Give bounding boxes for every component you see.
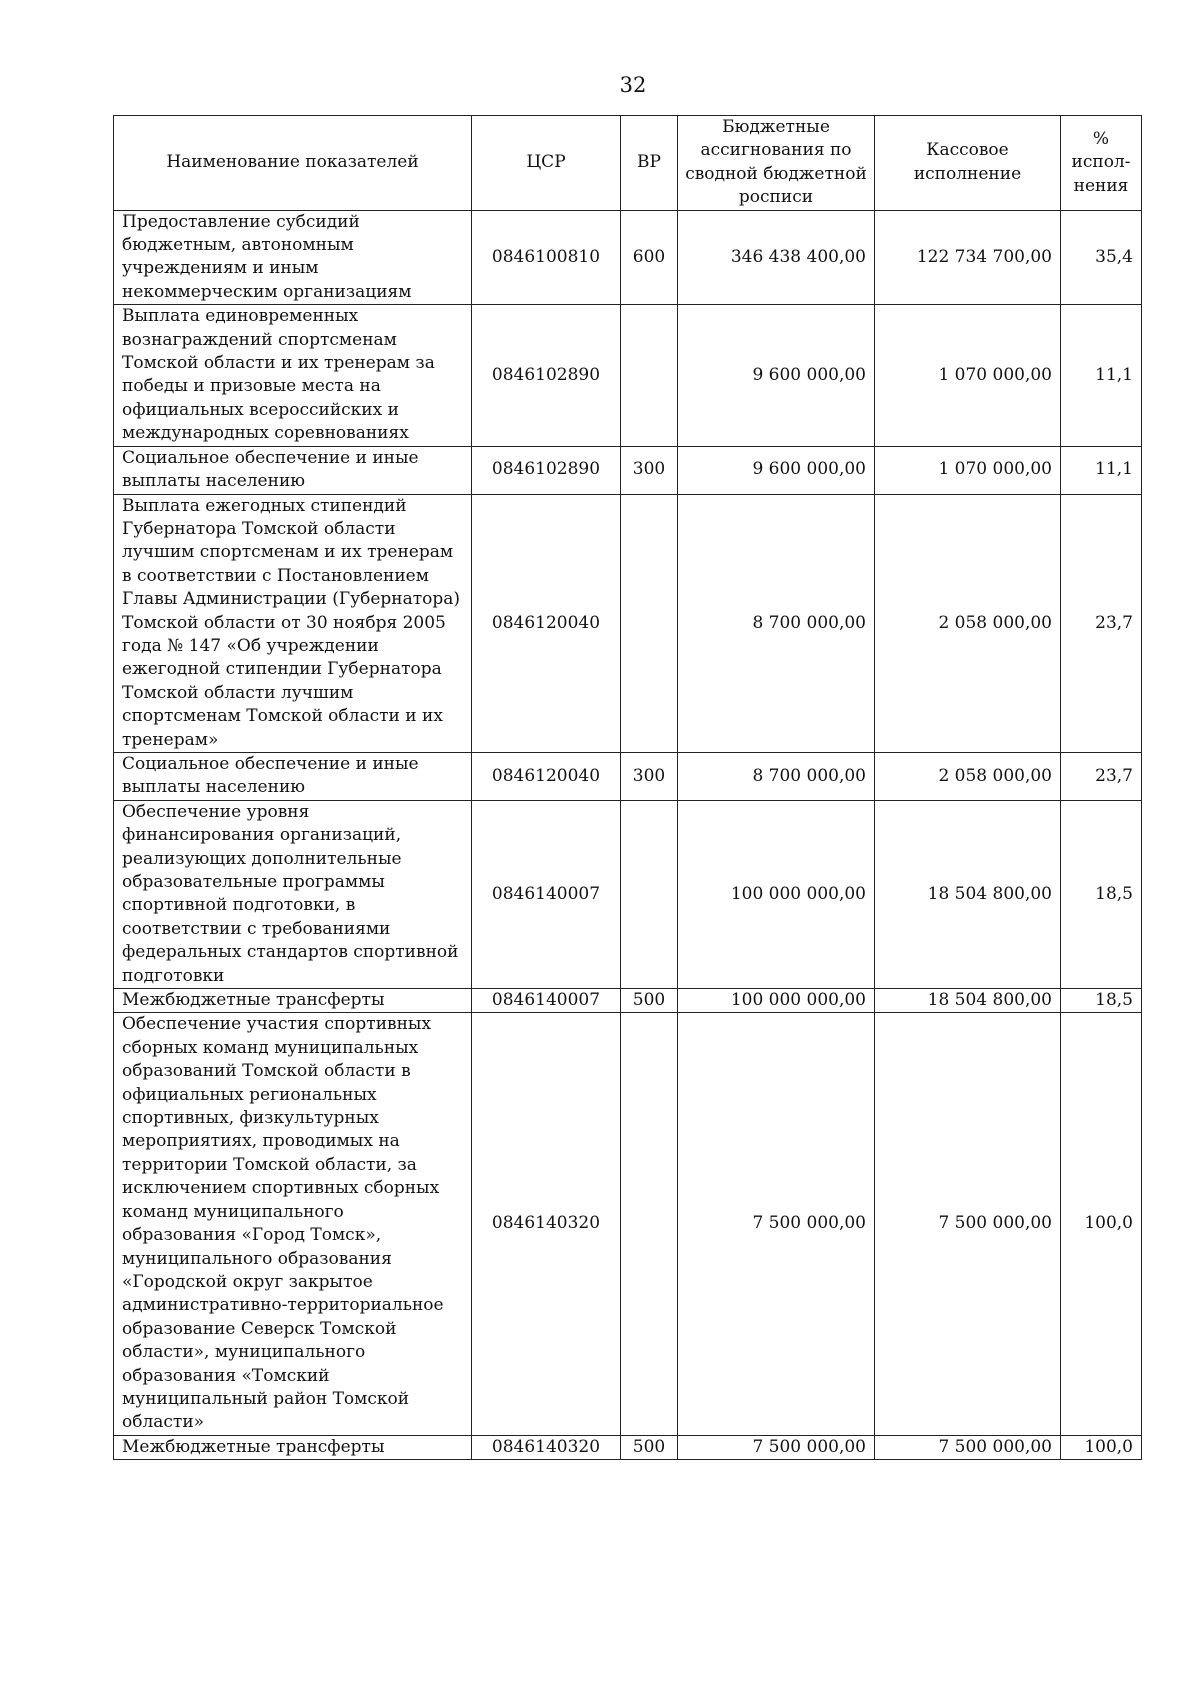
row-csr: 0846140007 bbox=[472, 989, 621, 1013]
table-row bbox=[114, 800, 1142, 988]
row-vr bbox=[621, 800, 678, 988]
row-cash: 18 504 800,00 bbox=[875, 800, 1061, 988]
table-row bbox=[114, 210, 1142, 305]
row-csr: 0846100810 bbox=[472, 210, 621, 305]
row-vr: 300 bbox=[621, 752, 678, 800]
table-row bbox=[114, 446, 1142, 494]
row-vr: 600 bbox=[621, 210, 678, 305]
row-budget: 7 500 000,00 bbox=[678, 1435, 875, 1459]
page-number: 32 bbox=[619, 73, 647, 97]
row-csr: 0846140320 bbox=[472, 1013, 621, 1435]
table-row bbox=[114, 494, 1142, 752]
table-row bbox=[114, 989, 1142, 1013]
row-csr: 0846140320 bbox=[472, 1435, 621, 1459]
row-vr bbox=[621, 494, 678, 752]
budget-table bbox=[113, 115, 1142, 1460]
row-percent: 23,7 bbox=[1061, 752, 1142, 800]
row-cash: 18 504 800,00 bbox=[875, 989, 1061, 1013]
row-percent: 23,7 bbox=[1061, 494, 1142, 752]
row-name: Социальное обеспечение и иные выплаты населению bbox=[114, 752, 472, 800]
row-name: Межбюджетные трансферты bbox=[114, 989, 472, 1013]
header-vr: ВР bbox=[621, 116, 678, 211]
row-budget: 9 600 000,00 bbox=[678, 305, 875, 446]
row-csr: 0846120040 bbox=[472, 494, 621, 752]
row-cash: 7 500 000,00 bbox=[875, 1435, 1061, 1459]
row-percent: 11,1 bbox=[1061, 446, 1142, 494]
row-name: Выплата ежегодных стипендий Губернатора Томской области лучшим спортсменам и их тренерам в соответствии с Постановлением Главы Администрации (Губернатора) Томской области от 30 ноября 2005 года № 147 «Об учреждении ежегодной стипендии Губернатора Томской области лучшим спортсменам Томской области и их тренерам» bbox=[114, 494, 472, 752]
row-csr: 0846102890 bbox=[472, 446, 621, 494]
row-cash: 2 058 000,00 bbox=[875, 752, 1061, 800]
row-name: Предоставление субсидий бюджетным, автономным учреждениям и иным некоммерческим организациям bbox=[114, 210, 472, 305]
row-percent: 100,0 bbox=[1061, 1435, 1142, 1459]
row-budget: 100 000 000,00 bbox=[678, 989, 875, 1013]
table-header-row bbox=[114, 116, 1142, 211]
row-name: Социальное обеспечение и иные выплаты населению bbox=[114, 446, 472, 494]
row-cash: 2 058 000,00 bbox=[875, 494, 1061, 752]
row-cash: 7 500 000,00 bbox=[875, 1013, 1061, 1435]
table-row bbox=[114, 1013, 1142, 1435]
header-budget: Бюджетные ассигнования по сводной бюджетной росписи bbox=[678, 116, 875, 211]
row-csr: 0846140007 bbox=[472, 800, 621, 988]
row-cash: 1 070 000,00 bbox=[875, 446, 1061, 494]
row-name: Обеспечение уровня финансирования организаций, реализующих дополнительные образовательные программы спортивной подготовки, в соответствии с требованиями федеральных стандартов спортивной подготовки bbox=[114, 800, 472, 988]
row-percent: 11,1 bbox=[1061, 305, 1142, 446]
header-csr: ЦСР bbox=[472, 116, 621, 211]
row-budget: 8 700 000,00 bbox=[678, 752, 875, 800]
table-row bbox=[114, 1435, 1142, 1459]
row-percent: 18,5 bbox=[1061, 800, 1142, 988]
header-name: Наименование показателей bbox=[114, 116, 472, 211]
row-cash: 122 734 700,00 bbox=[875, 210, 1061, 305]
row-name: Обеспечение участия спортивных сборных команд муниципальных образований Томской области в официальных региональных спортивных, физкультурных мероприятиях, проводимых на территории Томской области, за исключением спортивных сборных команд муниципального образования «Город Томск», муниципального образования «Городской округ закрытое административно-территориальное образование Северск Томской области», муниципального образования «Томский муниципальный район Томской области» bbox=[114, 1013, 472, 1435]
table-row bbox=[114, 752, 1142, 800]
row-name: Межбюджетные трансферты bbox=[114, 1435, 472, 1459]
row-budget: 8 700 000,00 bbox=[678, 494, 875, 752]
row-budget: 7 500 000,00 bbox=[678, 1013, 875, 1435]
row-name: Выплата единовременных вознаграждений спортсменам Томской области и их тренерам за победы и призовые места на официальных всероссийских и международных соревнованиях bbox=[114, 305, 472, 446]
row-csr: 0846120040 bbox=[472, 752, 621, 800]
row-budget: 9 600 000,00 bbox=[678, 446, 875, 494]
row-csr: 0846102890 bbox=[472, 305, 621, 446]
header-cash: Кассовое исполнение bbox=[875, 116, 1061, 211]
row-budget: 346 438 400,00 bbox=[678, 210, 875, 305]
row-vr: 500 bbox=[621, 989, 678, 1013]
row-percent: 100,0 bbox=[1061, 1013, 1142, 1435]
table-row bbox=[114, 305, 1142, 446]
row-budget: 100 000 000,00 bbox=[678, 800, 875, 988]
row-percent: 35,4 bbox=[1061, 210, 1142, 305]
row-vr: 500 bbox=[621, 1435, 678, 1459]
row-cash: 1 070 000,00 bbox=[875, 305, 1061, 446]
row-vr: 300 bbox=[621, 446, 678, 494]
header-percent: % испол-нения bbox=[1061, 116, 1142, 211]
row-vr bbox=[621, 305, 678, 446]
row-vr bbox=[621, 1013, 678, 1435]
row-percent: 18,5 bbox=[1061, 989, 1142, 1013]
